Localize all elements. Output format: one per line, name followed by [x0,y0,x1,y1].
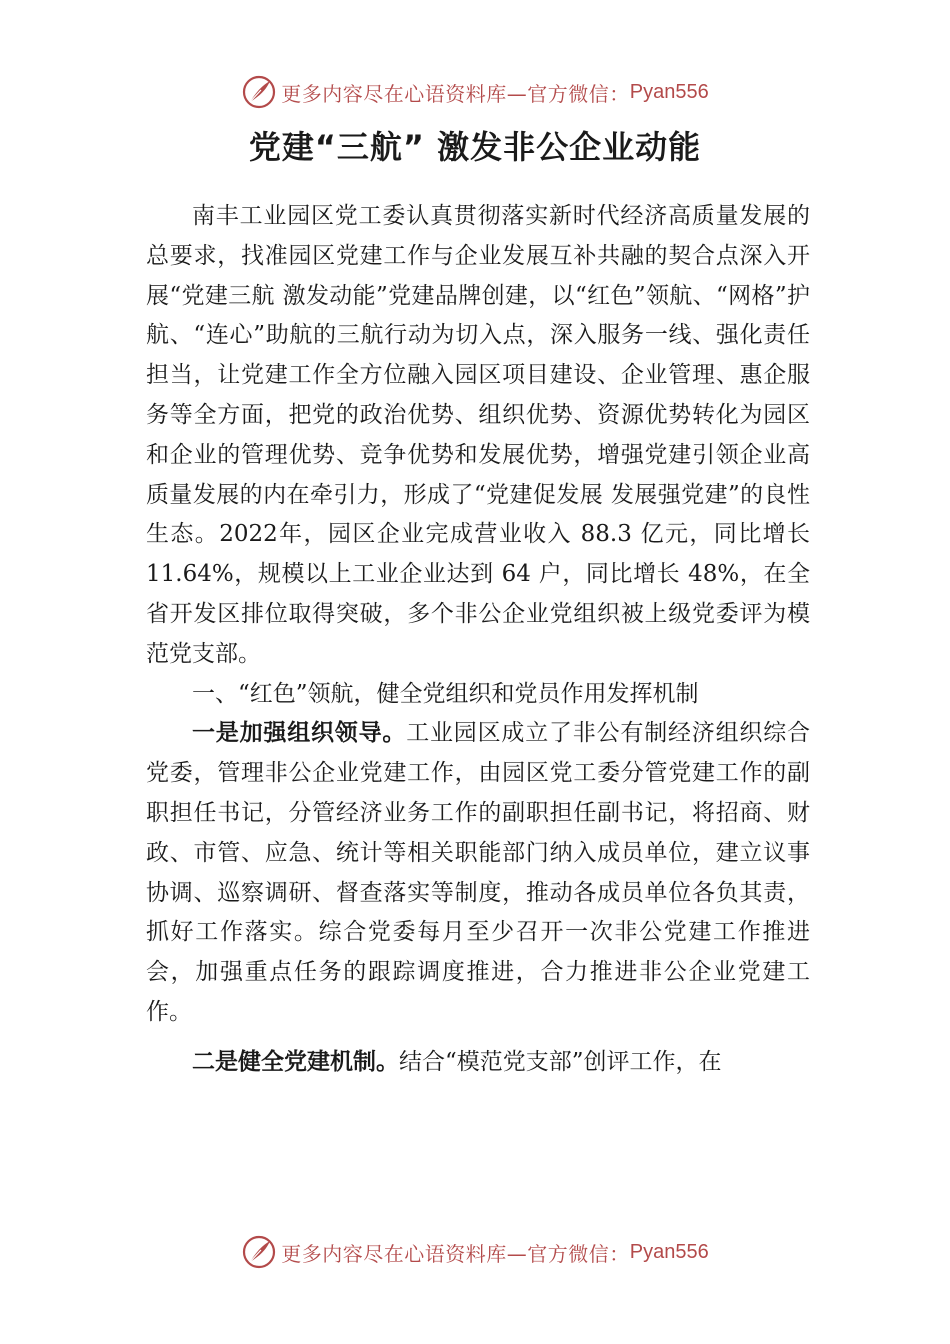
point-1-body: 工业园区成立了非公有制经济组织综合党委，管理非公企业党建工作，由园区党工委分管党建工作的副职担任书记，分管经济业务工作的副职担任副书记，将招商、财政、市管、应急、统计等相关职能部门纳入成员单位，建立议事协调、巡察调研、督查落实等制度，推动各成员单位各负其责，抓好工作落实。综合党委每月至少召开一次非公党建工作推进会，加强重点任务的跟踪调度推进，合力推进非公企业党建工作。 [146,720,811,1025]
watermark-text: 更多内容尽在心语资料库—官方微信： [281,1241,630,1266]
watermark-footer [0,1230,950,1274]
point-2-lead: 二是健全党建机制。 [192,1048,399,1075]
document-body [146,197,810,1083]
feather-pen-logo-icon [241,74,277,110]
point-2-body: 结合“模范党支部”创评工作，在 [399,1048,722,1075]
document-title: 党建“三航” 激发非公企业动能 [248,128,702,166]
feather-pen-logo-icon [241,1234,277,1270]
watermark-wechat-id: Pyan556 [629,1240,709,1263]
watermark-header [0,70,950,114]
point-2-paragraph [146,1043,810,1083]
point-1-lead: 一是加强组织领导。 [192,720,407,747]
point-1-paragraph [146,714,810,1032]
watermark-text: 更多内容尽在心语资料库—官方微信： [281,81,630,106]
section-heading-1: 一、“红色”领航，健全党组织和党员作用发挥机制 [192,680,699,707]
watermark-wechat-id: Pyan556 [629,80,709,103]
intro-paragraph: 南丰工业园区党工委认真贯彻落实新时代经济高质量发展的总要求，找准园区党建工作与企业发展互补共融的契合点深入开展“党建三航 激发动能”党建品牌创建，以“红色”领航、“网格”护航、“连心”助航的三航行动为切入点，深入服务一线、强化责任担当，让党建工作全方位融入园区项目建设、企业管理、惠企服务等全方面，把党的政治优势、组织优势、资源优势转化为园区和企业的管理优势、竞争优势和发展优势，增强党建引领企业高质量发展的内在牵引力，形成了“党建促发展 发展强党建”的良性生态。2022年，园区企业完成营业收入 88.3 亿元，同比增长 11.64%，规模以上工业企业达到 64 户，同比增长 48%，在全省开发区排位取得突破，多个非公企业党组织被上级党委评为模范党支部。 [146,203,810,667]
